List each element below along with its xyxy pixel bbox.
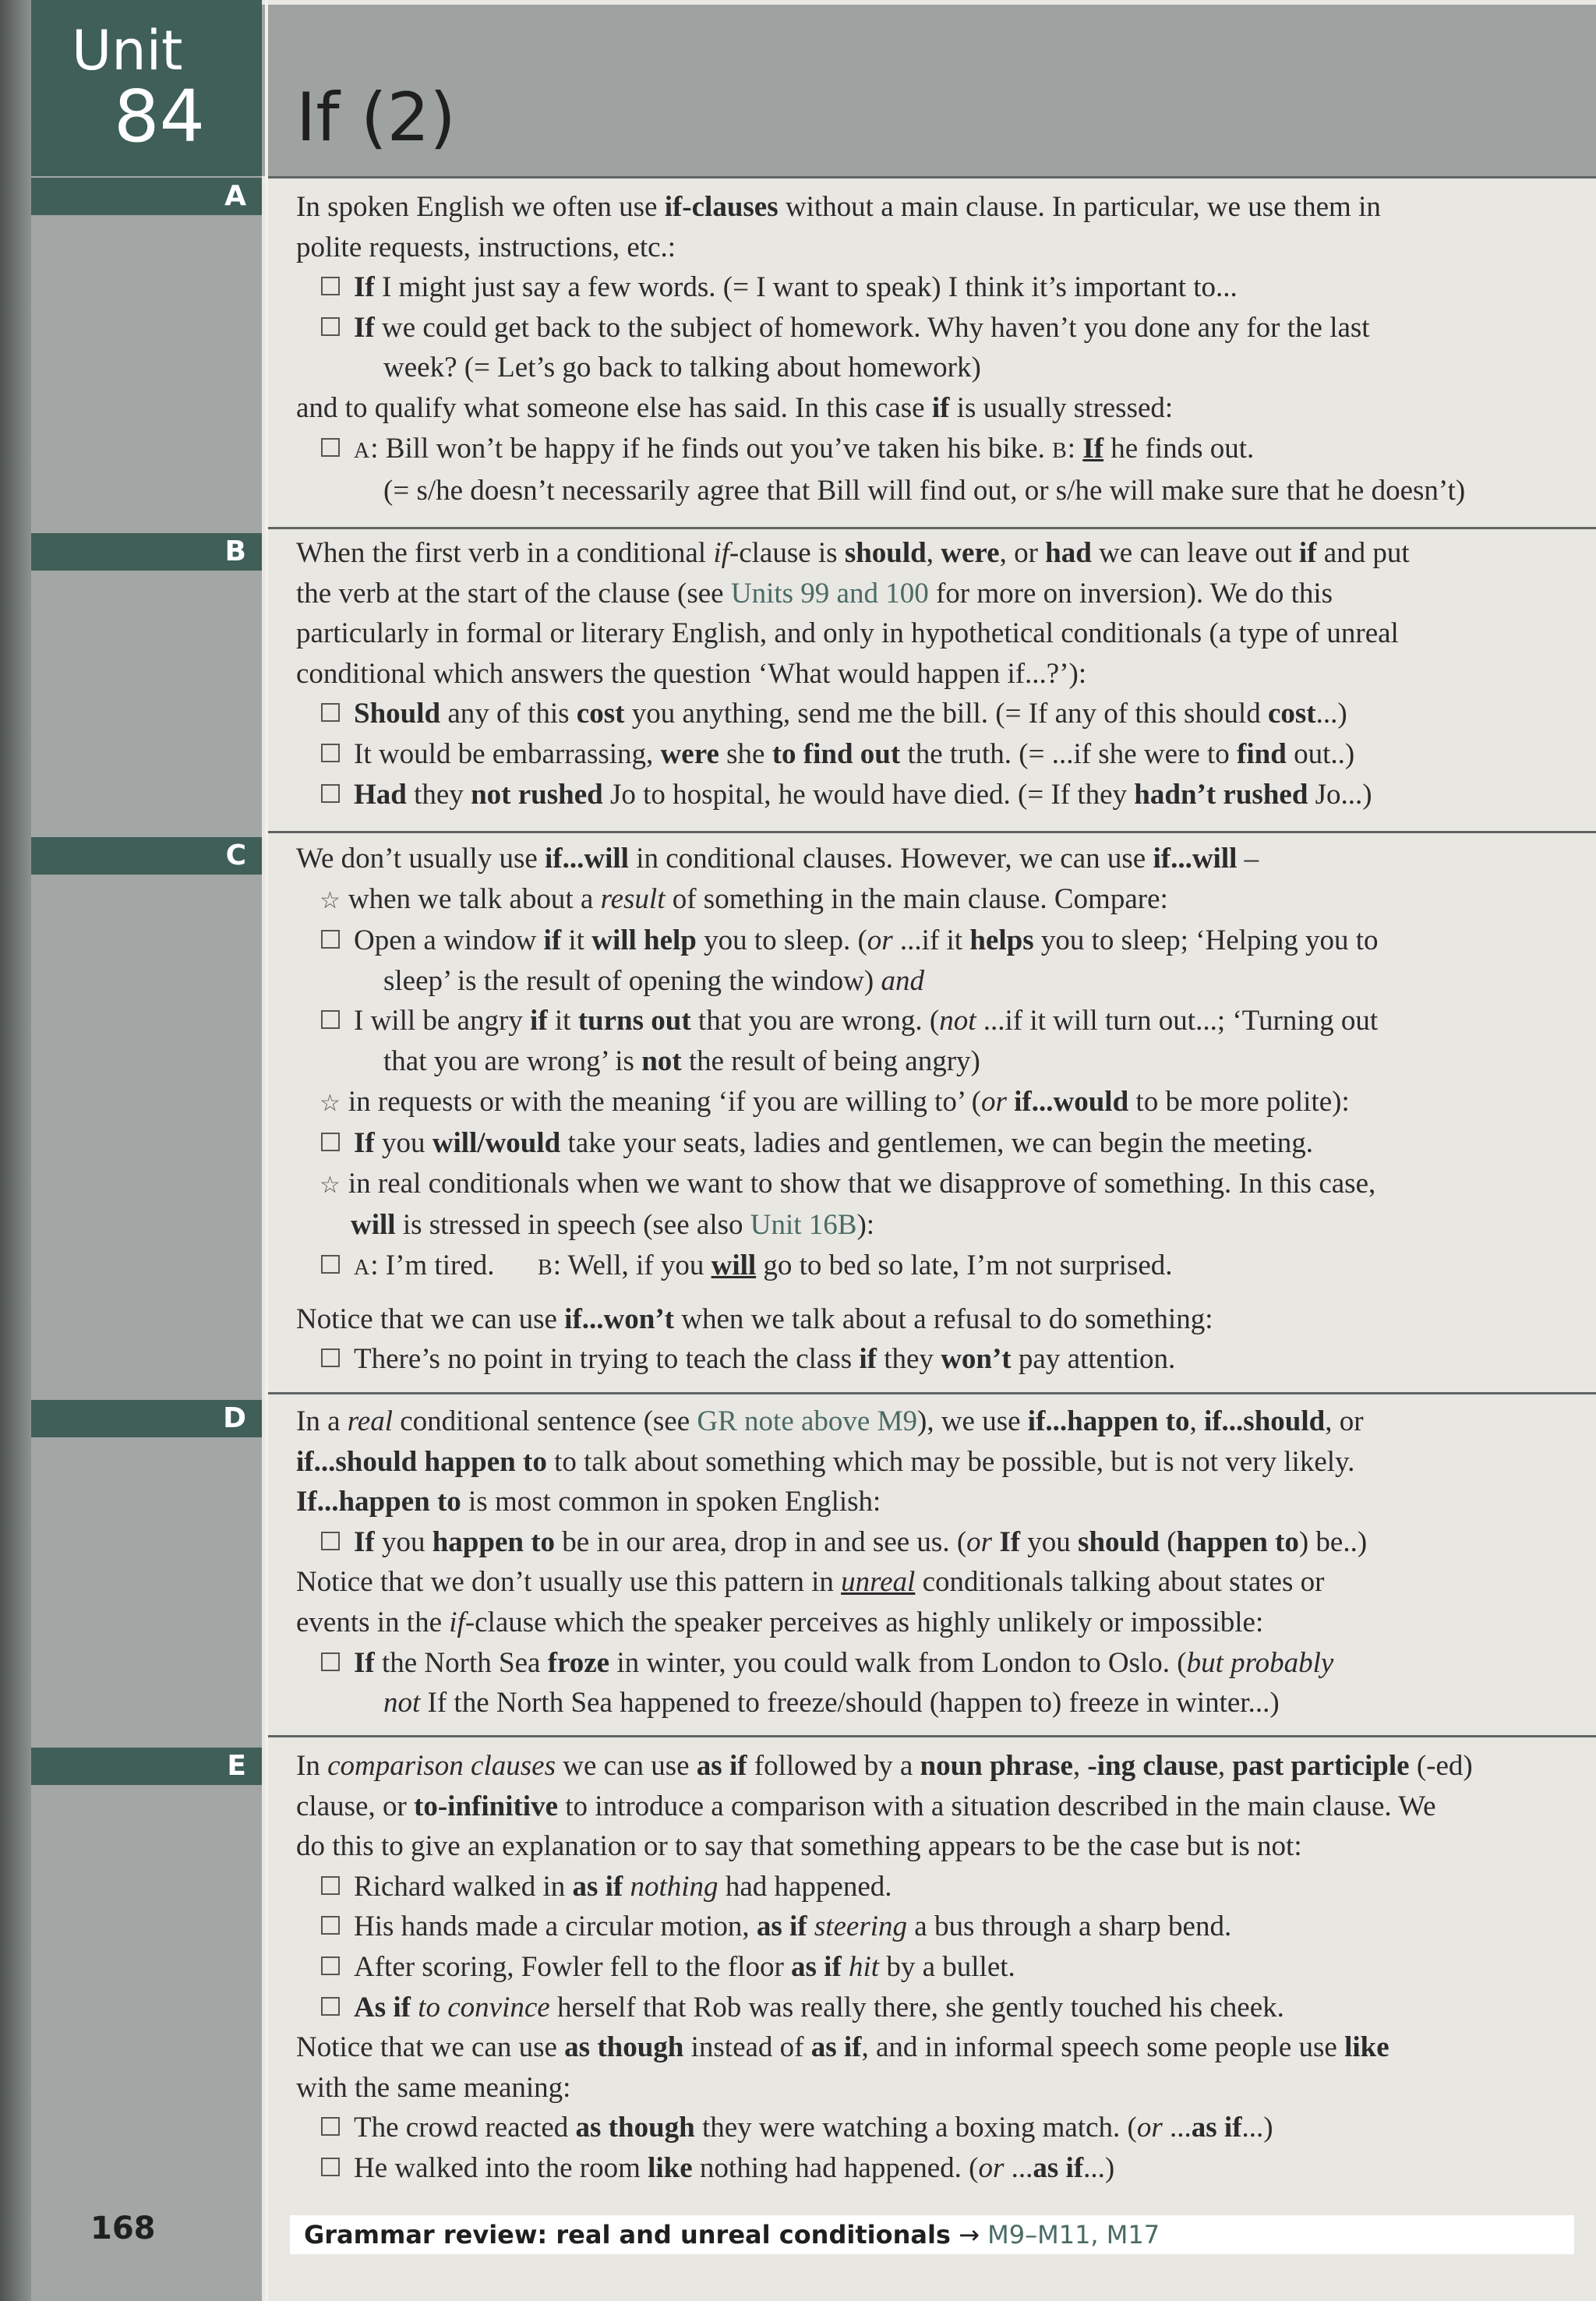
section-rule	[268, 1392, 1596, 1394]
star-bullet-icon: ☆	[320, 886, 341, 914]
unit-label: Unit	[72, 19, 183, 83]
section-e-content: In comparison clauses we can use as if followed by a noun phrase, -ing clause, past participle (-ed) clause, or to-infinitive to introduce a comparison with a situation described in the main clause. We do this to give an explanation or to say that something appears to be the case but is not: Richard walked in as if nothing had happened. His hands made a circular motion, as if steering a bus through a sharp bend. After scoring, Fowler fell to the floor as if hit by a bullet. As if to convince herself that Rob was really there, she gently touched his cheek. Notice that we can use as though instead of as if, and in informal speech some people use like with the same meaning: The crowd reacted as though they were watching a boxing match. (or ...as if...) He walked into the room like nothing had happened. (or ...as if...)	[296, 1750, 1473, 2184]
bullet-box-icon	[321, 277, 340, 295]
bullet-box-icon	[321, 1010, 340, 1029]
footer-refs[interactable]: M9–M11, M17	[987, 2220, 1160, 2250]
sidebar	[0, 0, 262, 2301]
bullet-box-icon	[321, 1255, 340, 1274]
bullet-box-icon	[321, 784, 340, 803]
page-number: 168	[90, 2211, 156, 2246]
column-divider	[265, 0, 268, 2301]
bullet-box-icon	[321, 1916, 340, 1935]
bullet-box-icon	[321, 438, 340, 457]
section-rule	[268, 1735, 1596, 1737]
section-label-b: B	[31, 533, 262, 571]
bullet-box-icon	[321, 2117, 340, 2136]
arrow-right-icon: →	[959, 2220, 980, 2250]
bullet-box-icon	[321, 930, 340, 949]
section-b-content: When the first verb in a conditional if-clause is should, were, or had we can leave out if and put the verb at the start of the clause (see Units 99 and 100 for more on inversion). We do this particularly in formal or literary English, and only in hypothetical conditionals (a type of unreal conditional which answers the question ‘What would happen if...?’): Should any of this cost you anything, send me the bill. (= If any of this should cost...) It would be embarrassing, were she to find out the truth. (= ...if she were to find out..) Had they not rushed Jo to hospital, he would have died. (= If they hadn’t rushed Jo...)	[296, 537, 1410, 811]
section-rule	[268, 176, 1596, 178]
bullet-box-icon	[321, 1956, 340, 1975]
star-bullet-icon: ☆	[320, 1171, 341, 1199]
section-label-a: A	[31, 178, 262, 215]
title-band	[262, 5, 1596, 176]
footer-grammar-review	[290, 2215, 1574, 2254]
bullet-box-icon	[321, 1348, 340, 1367]
bullet-box-icon	[321, 2158, 340, 2176]
section-label-d: D	[31, 1400, 262, 1437]
book-spine-shadow	[0, 0, 31, 2301]
section-rule	[268, 831, 1596, 833]
footer-text: Grammar review: real and unreal conditionals	[304, 2220, 951, 2250]
bullet-box-icon	[321, 744, 340, 762]
bullet-box-icon	[321, 1876, 340, 1895]
section-a-content: In spoken English we often use if-clauses without a main clause. In particular, we use them in polite requests, instructions, etc.: If I might just say a few words. (= I want to speak) I think it’s important to... If we could get back to the subject of homework. Why haven’t you done any for the last week? (= Let’s go back to talking about homework) and to qualify what someone else has said. In this case if is usually stressed: A: Bill won’t be happy if he finds out you’ve taken his bike. B: If he finds out. (= s/he doesn’t necessarily agree that Bill will find out, or s/he will make sure that he doesn’t)	[296, 191, 1466, 507]
bullet-box-icon	[321, 317, 340, 336]
unit-title: If (2)	[296, 79, 456, 157]
section-rule	[268, 527, 1596, 529]
bullet-box-icon	[321, 1652, 340, 1671]
bullet-box-icon	[321, 1997, 340, 2016]
unit-number: 84	[114, 75, 206, 158]
section-label-e: E	[31, 1748, 262, 1785]
star-bullet-icon: ☆	[320, 1089, 341, 1117]
bullet-box-icon	[321, 703, 340, 722]
section-label-c: C	[31, 837, 262, 875]
section-c-content: We don’t usually use if...will in conditional clauses. However, we can use if...will – ☆ when we talk about a result of something in the main clause. Compare: Open a window if it will help you to sleep. (or ...if it helps you to sleep; ‘Helping you to sleep’ is the result of opening the window) and I will be angry if it turns out that you are wrong. (not ...if it will turn out...; ‘Turning out that you are wrong’ is not the result of being angry) ☆ in requests or with the meaning ‘if you are willing to’ (or if...would to be more polite): If you will/would take your seats, ladies and gentlemen, we can begin the meeting. ☆ in real conditionals when we want to show that we disapprove of something. In this case, will is stressed in speech (see also Unit 16B): A: I’m tired. B: Well, if you will go to bed so late, I’m not surprised. Notice that we can use if...won’t when we talk about a refusal to do something: There’s no point in trying to teach the class if they won’t pay attention.	[296, 843, 1379, 1376]
bullet-box-icon	[321, 1532, 340, 1550]
section-d-content: In a real conditional sentence (see GR note above M9), we use if...happen to, if...should, or if...should happen to to talk about something which may be possible, but is not very likely. If...happen to is most common in spoken English: If you happen to be in our area, drop in and see us. (or If you should (happen to) be..) Notice that we don’t usually use this pattern in unreal conditionals talking about states or events in the if-clause which the speaker perceives as highly unlikely or impossible: If the North Sea froze in winter, you could walk from London to Oslo. (but probably not If the North Sea happened to freeze/should (happen to) freeze in winter...)	[296, 1405, 1368, 1720]
bullet-box-icon	[321, 1133, 340, 1151]
